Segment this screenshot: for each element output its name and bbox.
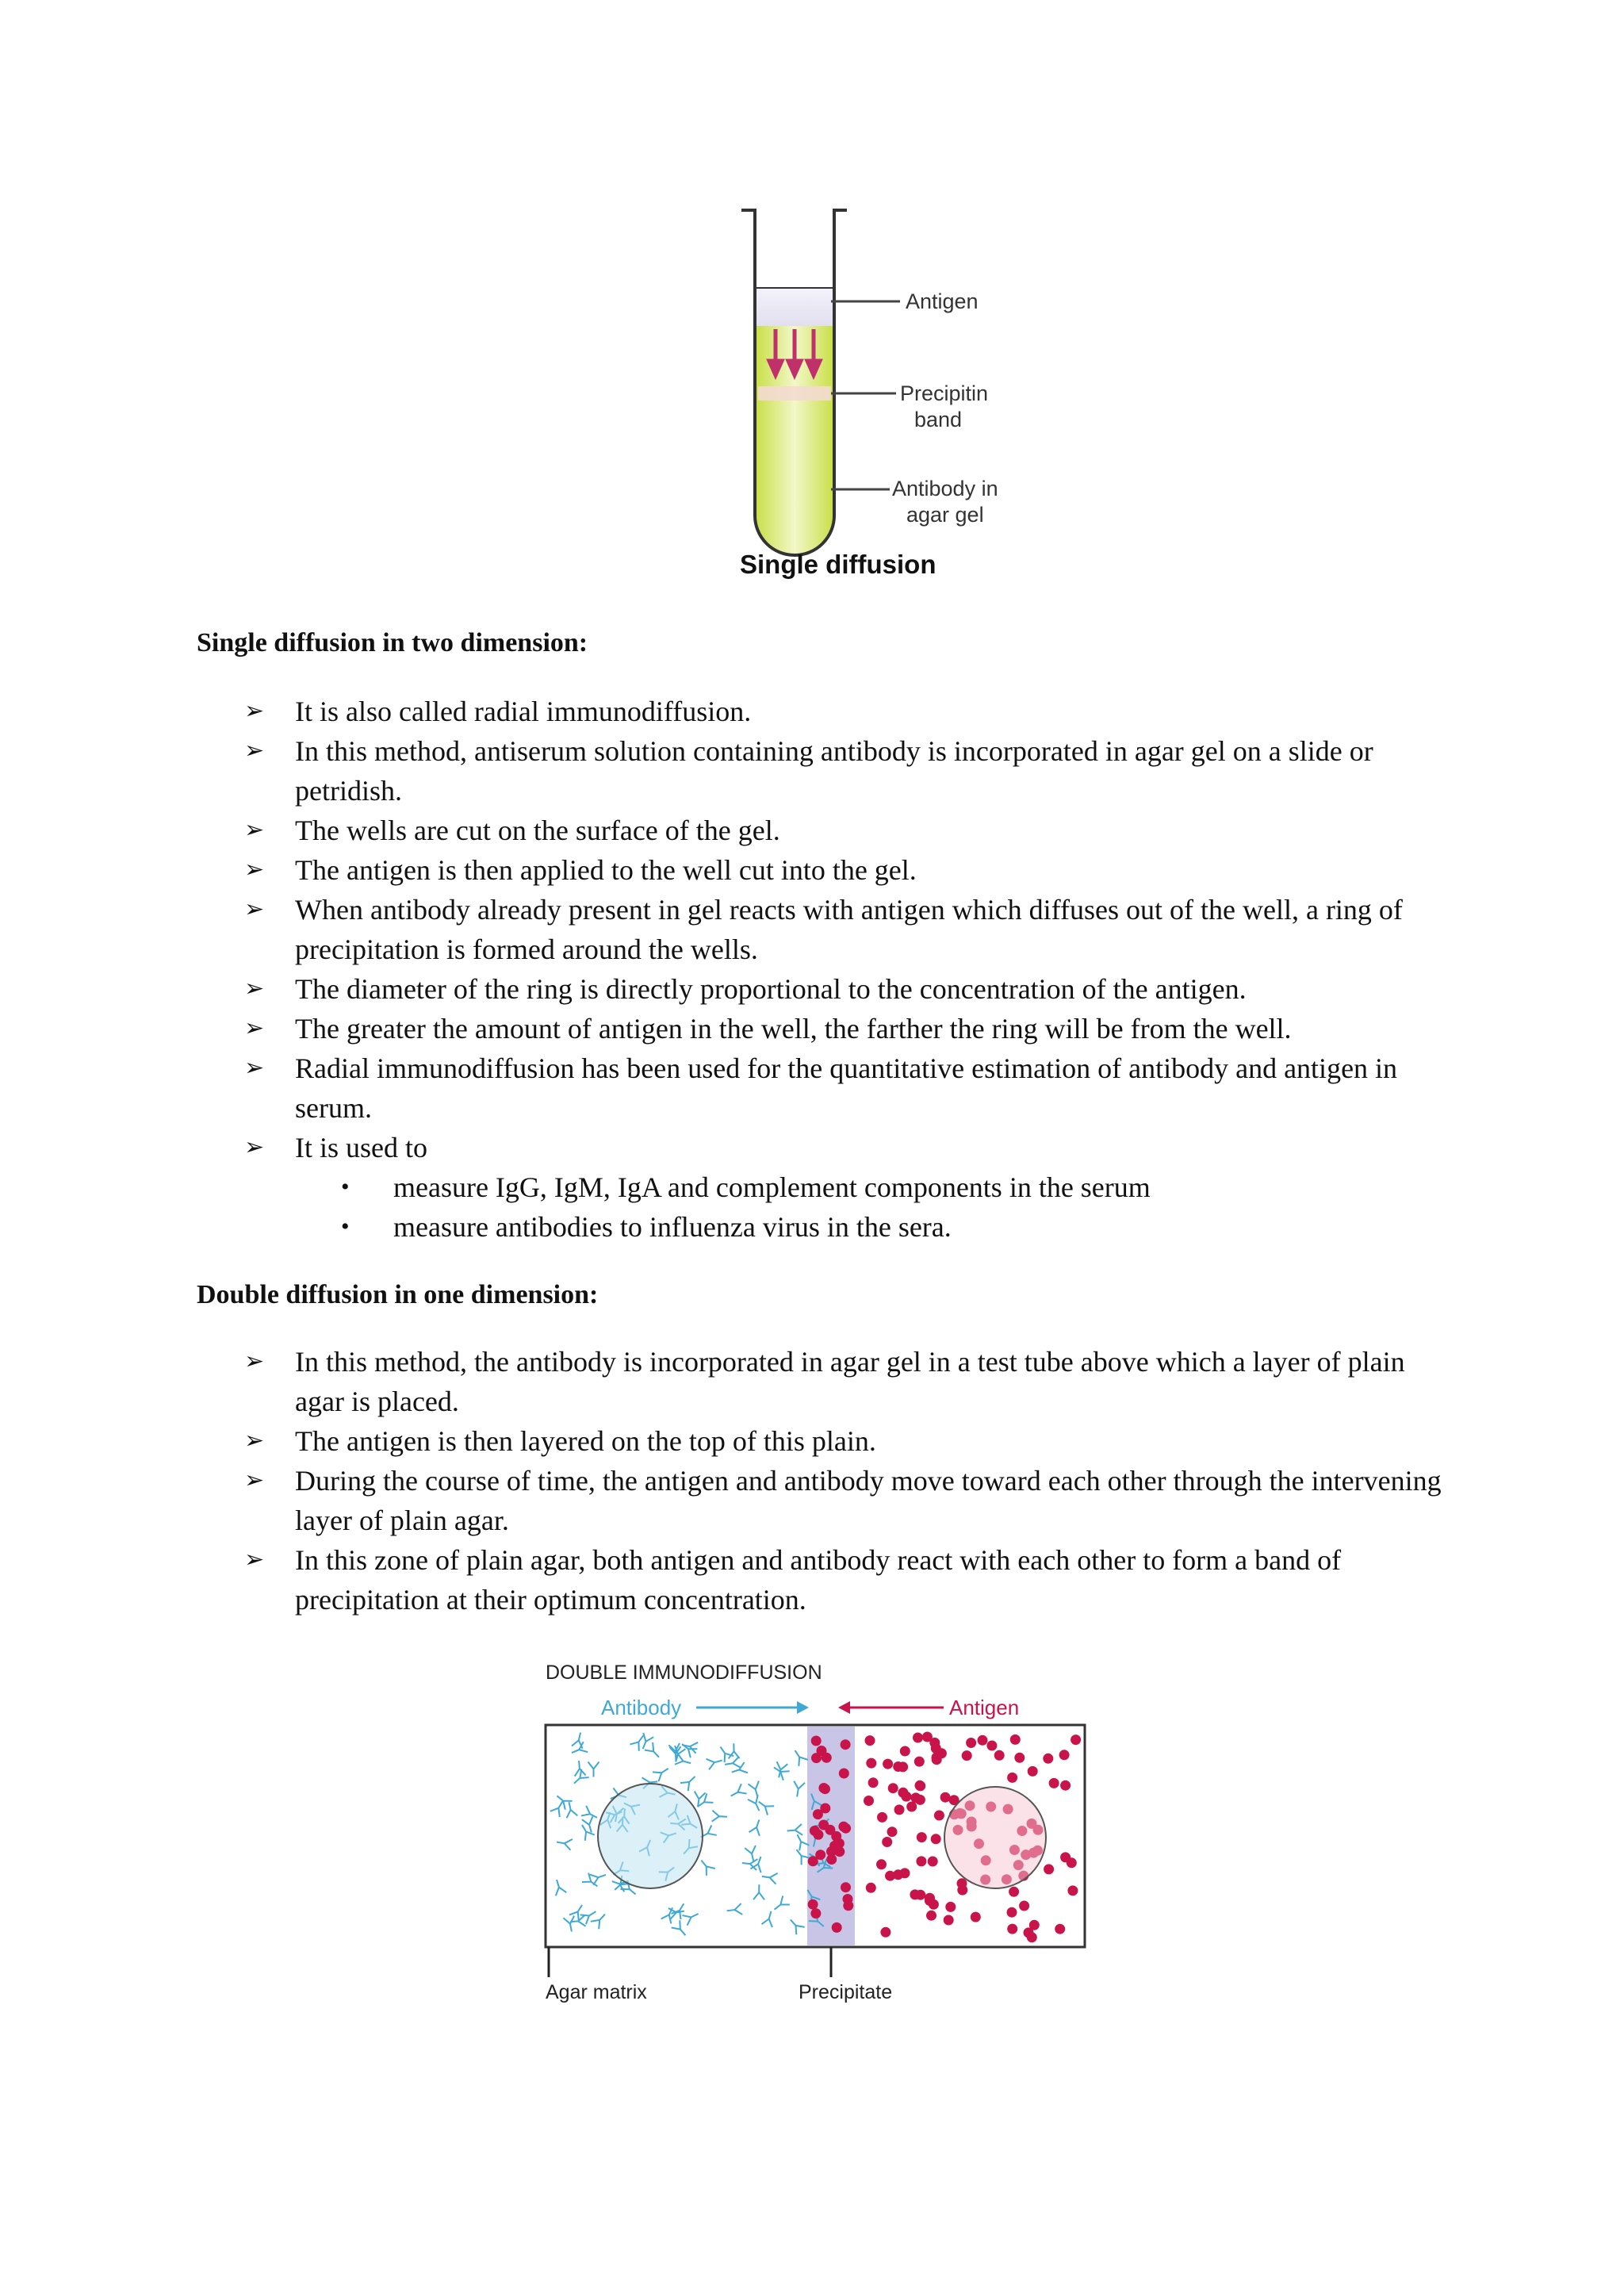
antigen-molecule-icon xyxy=(915,1780,925,1791)
antigen-molecule-icon xyxy=(1044,1864,1054,1874)
antibody-well xyxy=(598,1784,703,1888)
antigen-molecule-icon xyxy=(887,1826,898,1837)
sublist-item: • measure IgG, IgM, IgA and complement components in the serum xyxy=(295,1167,1450,1207)
antigen-molecule-icon xyxy=(1028,1766,1038,1777)
antigen-molecule-icon xyxy=(962,1750,972,1761)
antigen-direction-arrow-icon xyxy=(838,1701,944,1714)
antigen-molecule-icon xyxy=(814,1830,824,1840)
antigen-molecule-icon xyxy=(866,1758,876,1769)
antigen-molecule-icon xyxy=(929,1738,940,1748)
antigen-molecule-icon xyxy=(898,1788,908,1798)
antigen-layer xyxy=(756,288,833,326)
antigen-molecule-icon xyxy=(811,1736,822,1746)
antigen-molecule-icon xyxy=(820,1803,830,1814)
antibody-direction-arrow-icon xyxy=(696,1701,809,1714)
antigen-molecule-icon xyxy=(945,1902,956,1912)
antigen-molecule-icon xyxy=(978,1735,988,1746)
antigen-molecule-icon xyxy=(1007,1773,1017,1783)
antigen-molecule-icon xyxy=(925,1895,935,1906)
agar-matrix-label: Agar matrix xyxy=(546,1981,647,2003)
antigen-molecule-icon xyxy=(883,1759,893,1769)
arrow-bullet-icon: ➢ xyxy=(244,856,265,884)
list-item: ➢ In this method, antiserum solution containing antibody is incorporated in agar gel on a slide or petridish. xyxy=(197,731,1450,811)
precipitin-label-line2: band xyxy=(914,408,963,431)
precipitin-label-line1: Precipitin xyxy=(900,381,989,405)
antigen-molecule-icon xyxy=(900,1746,910,1757)
antigen-molecule-icon xyxy=(1043,1754,1053,1764)
list-item: ➢ The greater the amount of antigen in the well, the farther the ring will be from the well. xyxy=(197,1009,1450,1048)
antigen-molecule-icon xyxy=(841,1882,851,1892)
list-item: ➢ The antigen is then layered on the top of this plain. xyxy=(197,1421,1450,1461)
arrow-bullet-icon: ➢ xyxy=(244,816,265,844)
antigen-molecule-icon xyxy=(916,1856,926,1866)
antigen-molecule-icon xyxy=(932,1753,942,1763)
arrow-bullet-icon: ➢ xyxy=(244,1427,265,1455)
antigen-molecule-icon xyxy=(834,1846,845,1857)
antigen-molecule-icon xyxy=(898,1761,908,1772)
antigen-molecule-icon xyxy=(926,1911,936,1921)
antigen-molecule-icon xyxy=(868,1777,879,1788)
list-item: ➢ It is also called radial immunodiffusion. xyxy=(197,692,1450,731)
antigen-molecule-icon xyxy=(986,1741,997,1751)
antigen-molecule-icon xyxy=(1007,1907,1017,1918)
arrow-bullet-icon: ➢ xyxy=(244,1347,265,1375)
antigen-label: Antigen xyxy=(949,1696,1020,1719)
test-tube-diagram xyxy=(737,202,999,583)
antigen-molecule-icon xyxy=(906,1802,917,1812)
antigen-molecule-icon xyxy=(838,1822,848,1832)
antigen-molecule-icon xyxy=(1067,1857,1077,1868)
section-heading-double-diffusion: Double diffusion in one dimension: xyxy=(197,1280,599,1309)
antigen-molecule-icon xyxy=(818,1783,829,1793)
double-diffusion-list xyxy=(197,1342,1450,1619)
antigen-molecule-icon xyxy=(882,1837,892,1847)
antigen-molecule-icon xyxy=(971,1912,981,1922)
tube-rim-right xyxy=(834,210,847,289)
antigen-label: Antigen xyxy=(906,289,979,313)
dot-bullet-icon: • xyxy=(341,1213,350,1240)
list-item: ➢ In this zone of plain agar, both antigen and antibody react with each other to form a band of precipitation at their optimum concentration. xyxy=(197,1540,1450,1619)
antigen-molecule-icon xyxy=(931,1834,941,1844)
arrow-bullet-icon: ➢ xyxy=(244,975,265,1002)
antigen-molecule-icon xyxy=(832,1922,842,1933)
antigen-molecule-icon xyxy=(1055,1924,1065,1934)
antigen-molecule-icon xyxy=(865,1735,875,1746)
antigen-molecule-icon xyxy=(1014,1753,1025,1763)
antigen-molecule-icon xyxy=(864,1796,874,1806)
antigen-molecule-icon xyxy=(900,1868,910,1878)
antigen-molecule-icon xyxy=(866,1883,876,1893)
antigen-molecule-icon xyxy=(1007,1924,1017,1934)
antigen-molecule-icon xyxy=(877,1812,887,1823)
antigen-molecule-icon xyxy=(1019,1901,1029,1911)
list-item: ➢ It is used to • measure IgG, IgM, IgA and complement components in the serum • measure antibodies to influenza virus in the sera. xyxy=(197,1128,1450,1247)
tube-rim-left xyxy=(741,210,755,289)
list-item: ➢ During the course of time, the antigen and antibody move toward each other through the intervening layer of plain agar. xyxy=(197,1461,1450,1540)
antigen-molecule-icon xyxy=(818,1820,829,1830)
single-diffusion-list xyxy=(197,692,1450,1247)
double-immunodiffusion-diagram xyxy=(531,1654,1102,2003)
antigen-molecule-icon xyxy=(808,1899,818,1910)
antigen-molecule-icon xyxy=(1049,1778,1059,1788)
arrow-bullet-icon: ➢ xyxy=(244,697,265,725)
antigen-molecule-icon xyxy=(888,1783,898,1793)
antigen-molecule-icon xyxy=(808,1856,818,1866)
antigen-molecule-icon xyxy=(1010,1734,1021,1745)
antigen-molecule-icon xyxy=(1009,1887,1019,1897)
precipitin-band xyxy=(758,386,831,401)
arrow-bullet-icon: ➢ xyxy=(244,737,265,765)
antigen-molecule-icon xyxy=(885,1871,895,1881)
antigen-molecule-icon xyxy=(917,1832,927,1842)
antigen-molecule-icon xyxy=(1071,1734,1081,1745)
antigen-molecule-icon xyxy=(940,1792,951,1803)
section-heading-single-diffusion: Single diffusion in two dimension: xyxy=(197,628,588,657)
antigen-molecule-icon xyxy=(994,1750,1005,1761)
antigen-molecule-icon xyxy=(915,1795,925,1805)
antibody-label-line2: agar gel xyxy=(906,503,984,527)
antigen-molecule-icon xyxy=(914,1757,925,1767)
list-item: ➢ Radial immunodiffusion has been used for the quantitative estimation of antibody and antigen in serum. xyxy=(197,1048,1450,1128)
single-diffusion-figure xyxy=(737,202,999,583)
antigen-molecule-icon xyxy=(843,1900,853,1911)
antigen-molecule-icon xyxy=(894,1804,905,1815)
antigen-molecule-icon xyxy=(1060,1780,1071,1791)
antigen-molecule-icon xyxy=(810,1908,821,1918)
antigen-molecule-icon xyxy=(876,1859,887,1869)
sublist-item: • measure antibodies to influenza virus in the sera. xyxy=(295,1207,1450,1247)
list-item: ➢ When antibody already present in gel reacts with antigen which diffuses out of the well, a ring of precipitation is formed around the wells. xyxy=(197,890,1450,969)
antibody-label-line1: Antibody in xyxy=(892,477,998,500)
antigen-molecule-icon xyxy=(934,1811,944,1821)
arrow-bullet-icon: ➢ xyxy=(244,895,265,923)
figure-title: DOUBLE IMMUNODIFFUSION xyxy=(546,1662,822,1684)
list-item: ➢ In this method, the antibody is incorporated in agar gel in a test tube above which a layer of plain agar is placed. xyxy=(197,1342,1450,1421)
antigen-molecule-icon xyxy=(910,1889,920,1899)
list-item: ➢ The wells are cut on the surface of the gel. xyxy=(197,811,1450,850)
arrow-bullet-icon: ➢ xyxy=(244,1014,265,1042)
antigen-molecule-icon xyxy=(957,1878,967,1888)
arrow-bullet-icon: ➢ xyxy=(244,1546,265,1573)
uses-sublist xyxy=(295,1167,1450,1247)
antigen-molecule-icon xyxy=(1059,1750,1070,1760)
list-item: ➢ The diameter of the ring is directly proportional to the concentration of the antigen. xyxy=(197,969,1450,1009)
figure-caption: Single diffusion xyxy=(740,550,936,579)
arrow-bullet-icon: ➢ xyxy=(244,1466,265,1494)
arrow-bullet-icon: ➢ xyxy=(244,1054,265,1082)
antigen-molecule-icon xyxy=(811,1753,822,1763)
dot-bullet-icon: • xyxy=(341,1174,350,1200)
antigen-molecule-icon xyxy=(880,1927,891,1938)
antigen-well xyxy=(944,1787,1046,1888)
list-item: ➢ The antigen is then applied to the well cut into the gel. xyxy=(197,850,1450,890)
antigen-molecule-icon xyxy=(1067,1885,1078,1895)
antibody-label: Antibody xyxy=(601,1696,682,1719)
antigen-molecule-icon xyxy=(839,1769,849,1779)
diffusion-arrows-icon xyxy=(769,329,820,375)
antigen-molecule-icon xyxy=(1027,1932,1037,1942)
double-immunodiffusion-figure xyxy=(531,1654,1102,2003)
antigen-molecule-icon xyxy=(966,1738,976,1748)
antigen-molecule-icon xyxy=(913,1733,923,1743)
arrow-bullet-icon: ➢ xyxy=(244,1133,265,1161)
antigen-molecule-icon xyxy=(841,1739,851,1750)
precipitate-label: Precipitate xyxy=(799,1981,893,2003)
antigen-molecule-icon xyxy=(928,1857,938,1867)
antigen-molecule-icon xyxy=(944,1915,954,1926)
